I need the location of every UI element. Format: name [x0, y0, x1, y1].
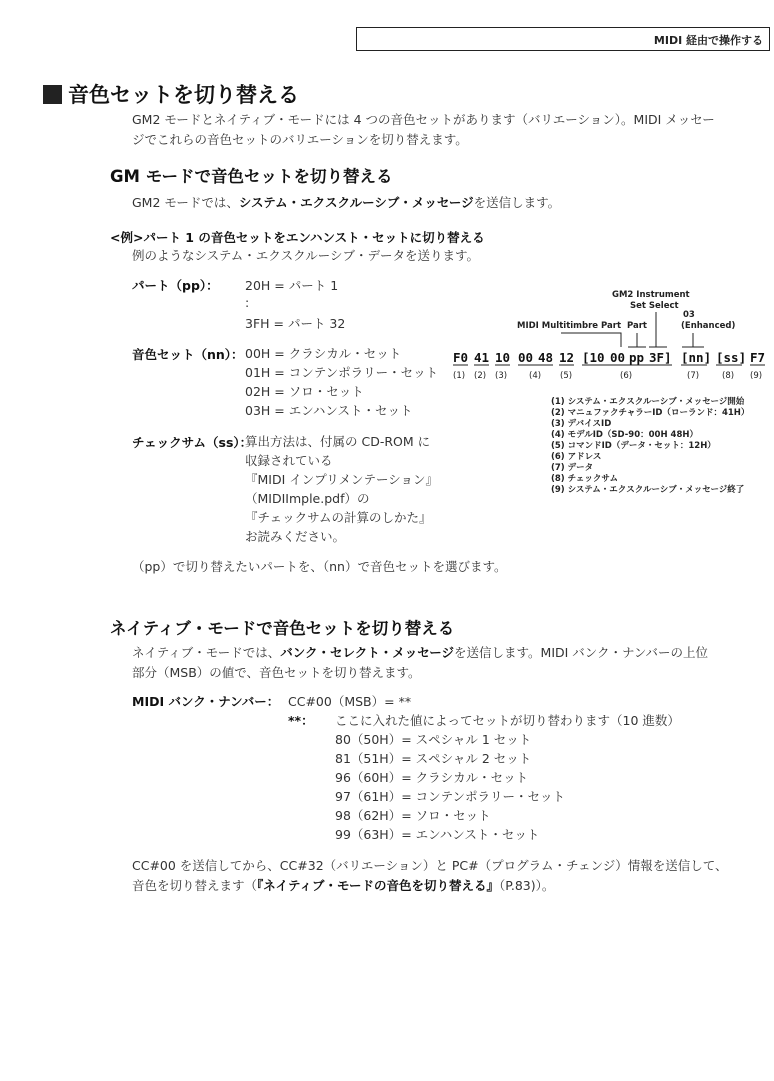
callout-03: 03: [683, 310, 695, 320]
native-heading: ネイティブ・モードで音色セットを切り替える: [110, 619, 455, 638]
native-value-4: 97（61H）= コンテンポラリー・セット: [335, 789, 566, 804]
byte-underlines: [0, 0, 774, 400]
set-label: 音色セット（nn）：: [132, 347, 244, 362]
callout-part: Part: [627, 321, 647, 331]
example-desc: 例のようなシステム・エクスクルーシブ・データを送ります。: [132, 248, 480, 263]
set-value-1: 00H = クラシカル・セット: [245, 346, 402, 361]
bank-label: MIDI バンク・ナンバー：: [132, 694, 280, 709]
native-desc-2: 部分（MSB）の値で、音色セットを切り替えます。: [132, 665, 421, 680]
byte-f0: F0: [453, 350, 469, 365]
num-9: (9): [750, 371, 763, 381]
native-value-3: 96（60H）= クラシカル・セット: [335, 770, 529, 785]
num-2: (2): [474, 371, 487, 381]
intro-line-2: ジでこれらの音色セットのバリエーションを切り替えます。: [132, 132, 468, 147]
gm-summary: （pp）で切り替えたいパートを、（nn）で音色セットを選びます。: [132, 559, 507, 574]
byte-pp: pp: [629, 350, 645, 365]
byte-nn: [nn]: [681, 350, 712, 365]
byte-addr-00: 00: [610, 350, 626, 365]
bank-value: CC#00（MSB）= **: [288, 694, 412, 709]
legend-1: (1) システム・エクスクルーシブ・メッセージ開始: [551, 397, 745, 407]
native-desc-1: [132, 643, 708, 661]
byte-ss: [ss]: [716, 350, 747, 365]
callout-multitimbre: MIDI Multitimbre Part: [517, 321, 622, 331]
legend-4: (4) モデルID（SD-90：00H 48H）: [551, 430, 698, 440]
native-value-6: 99（63H）= エンハンスト・セット: [335, 827, 540, 842]
part-value-3: 3FH = パート 32: [245, 316, 346, 331]
example-title: <例>パート 1 の音色セットをエンハンスト・セットに切り替える: [110, 230, 485, 245]
header-label: MIDI 経由で操作する: [653, 34, 763, 47]
note-mark: **：: [288, 713, 314, 728]
part-value-1: 20H = パート 1: [245, 278, 339, 293]
note-text: ここに入れた値によってセットが切り替わります（10 進数）: [335, 713, 680, 728]
native-footer-link[interactable]: 『ネイティブ・モードの音色を切り替える』: [257, 878, 500, 893]
set-value-2: 01H = コンテンポラリー・セット: [245, 365, 439, 380]
intro-line-1: GM2 モードとネイティブ・モードには 4 つの音色セットがあります（バリエーション）。MIDI メッセー: [132, 112, 715, 127]
num-7: (7): [687, 371, 700, 381]
callout-enhanced: (Enhanced): [681, 321, 736, 331]
checksum-line-6: お読みください。: [245, 529, 346, 544]
num-3: (3): [495, 371, 508, 381]
native-desc-pre: ネイティブ・モードでは、: [132, 645, 281, 660]
legend-3: (3) デバイスID: [551, 419, 612, 429]
byte-12: 12: [559, 350, 575, 365]
num-1: (1): [453, 371, 466, 381]
gm-heading: GM モードで音色セットを切り替える: [110, 167, 393, 186]
native-value-2: 81（51H）= スペシャル 2 セット: [335, 751, 532, 766]
checksum-line-1: 算出方法は、付属の CD-ROM に: [245, 434, 431, 449]
num-5: (5): [560, 371, 573, 381]
native-footer-2: [132, 876, 554, 894]
legend-2: (2) マニュファクチャラーID（ローランド：41H）: [551, 408, 750, 418]
native-footer-post: （P.83)）。: [499, 878, 555, 893]
checksum-line-4: （MIDIImple.pdf）の: [245, 491, 370, 506]
legend-7: (7) データ: [551, 463, 594, 473]
part-value-2: :: [245, 295, 250, 310]
callout-gm2-line1: GM2 Instrument: [612, 290, 690, 300]
num-4: (4): [529, 371, 542, 381]
legend-6: (6) アドレス: [551, 452, 602, 462]
num-8: (8): [722, 371, 735, 381]
native-value-1: 80（50H）= スペシャル 1 セット: [335, 732, 532, 747]
set-value-3: 02H = ソロ・セット: [245, 384, 364, 399]
byte-10: 10: [495, 350, 511, 365]
checksum-line-2: 収録されている: [245, 453, 333, 468]
native-desc-post: を送信します。MIDI バンク・ナンバーの上位: [454, 645, 709, 660]
gm-desc-pre: GM2 モードでは、: [132, 195, 239, 210]
byte-00: 00: [518, 350, 534, 365]
byte-48: 48: [538, 350, 554, 365]
native-footer-pre: 音色を切り替えます（: [132, 878, 258, 893]
native-footer-1: CC#00 を送信してから、CC#32（バリエーション）と PC#（プログラム・チェンジ）情報を送信して、: [132, 858, 728, 873]
byte-41: 41: [474, 350, 490, 365]
gm-desc-post: を送信します。: [473, 195, 561, 210]
byte-3f: 3F]: [649, 350, 672, 365]
native-desc-bold: バンク・セレクト・メッセージ: [280, 645, 455, 660]
byte-f7: F7: [750, 350, 766, 365]
checksum-line-5: 『チェックサムの計算のしかた』: [245, 510, 432, 525]
gm-desc-bold: システム・エクスクルーシブ・メッセージ: [238, 195, 474, 210]
legend-9: (9) システム・エクスクルーシブ・メッセージ終了: [551, 485, 745, 495]
legend-8: (8) チェックサム: [551, 474, 618, 484]
native-value-5: 98（62H）= ソロ・セット: [335, 808, 491, 823]
part-label: パート（pp）：: [132, 278, 219, 293]
byte-addr-10: [10: [582, 350, 605, 365]
legend-5: (5) コマンドID（データ・セット：12H）: [551, 441, 716, 451]
checksum-line-3: 『MIDI インプリメンテーション』: [245, 472, 439, 487]
page-title-text: 音色セットを切り替える: [68, 83, 299, 107]
callout-gm2-line2: Set Select: [630, 301, 679, 311]
num-6: (6): [620, 371, 633, 381]
checksum-label: チェックサム（ss）：: [132, 435, 253, 450]
set-value-4: 03H = エンハンスト・セット: [245, 403, 413, 418]
